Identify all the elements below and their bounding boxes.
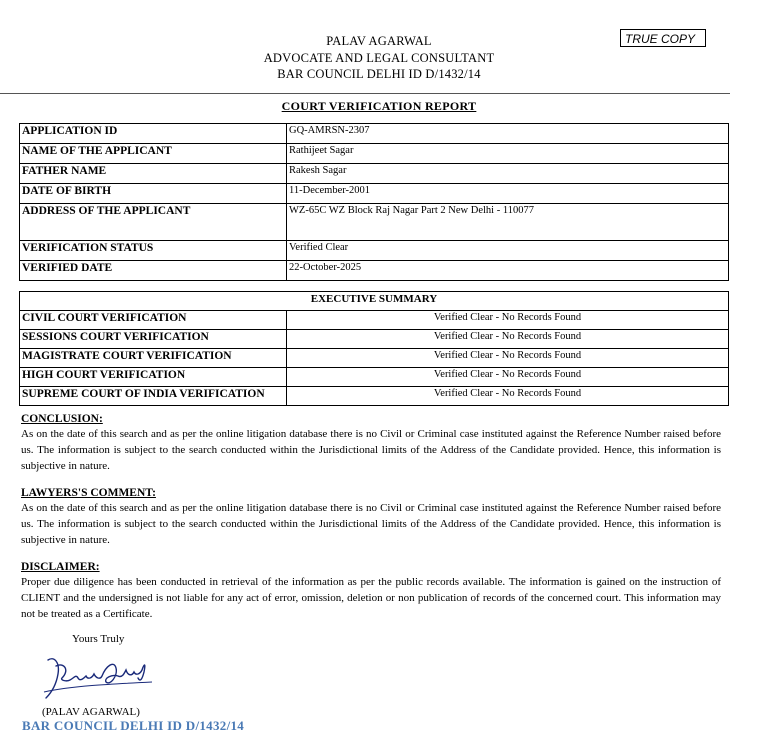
detail-label: NAME OF THE APPLICANT bbox=[20, 144, 287, 164]
table-row bbox=[20, 330, 729, 349]
closing-text: Yours Truly bbox=[72, 633, 125, 645]
detail-value: GQ-AMRSN-2307 bbox=[287, 124, 729, 144]
table-row bbox=[20, 144, 729, 164]
detail-label: VERIFICATION STATUS bbox=[20, 241, 287, 261]
executive-summary-table bbox=[19, 291, 729, 406]
detail-value: Verified Clear bbox=[287, 241, 729, 261]
summary-value: Verified Clear - No Records Found bbox=[287, 349, 729, 368]
advocate-name: PALAV AGARWAL bbox=[326, 34, 432, 48]
summary-label: CIVIL COURT VERIFICATION bbox=[20, 311, 287, 330]
table-row bbox=[20, 164, 729, 184]
signature-image bbox=[40, 652, 160, 704]
disclaimer-section bbox=[21, 560, 721, 622]
advocate-bar-id: BAR COUNCIL DELHI ID D/1432/14 bbox=[277, 67, 481, 81]
summary-value: Verified Clear - No Records Found bbox=[287, 368, 729, 387]
detail-value: Rakesh Sagar bbox=[287, 164, 729, 184]
conclusion-text: As on the date of this search and as per the online litigation database there is no Civil or Criminal case instituted against the Reference Number raised before us. The information is subject to the search conducted within the Jurisdictional limits of the Address of the Candidate provided. Hence, this information is subjective in nature. bbox=[21, 428, 721, 472]
table-row bbox=[20, 387, 729, 406]
lawyers-comment-section bbox=[21, 486, 721, 548]
summary-value: Verified Clear - No Records Found bbox=[287, 330, 729, 349]
detail-label: ADDRESS OF THE APPLICANT bbox=[20, 204, 287, 241]
report-title: COURT VERIFICATION REPORT bbox=[281, 99, 477, 113]
lawyers-comment-text: As on the date of this search and as per the online litigation database there is no Civil or Criminal case instituted against the Reference Number raised before us. The information is subject to the search conducted within the Jurisdictional limits of the Address of the Candidate provided. Hence, this information is subjective in nature. bbox=[21, 502, 721, 546]
advocate-role: ADVOCATE AND LEGAL CONSULTANT bbox=[263, 50, 495, 65]
detail-value: 22-October-2025 bbox=[287, 261, 729, 281]
detail-value: WZ-65C WZ Block Raj Nagar Part 2 New Delhi - 110077 bbox=[287, 204, 729, 241]
lawyers-comment-title: LAWYERS'S COMMENT: bbox=[21, 487, 156, 499]
table-row bbox=[20, 349, 729, 368]
disclaimer-title: DISCLAIMER: bbox=[21, 561, 100, 573]
detail-value: 11-December-2001 bbox=[287, 184, 729, 204]
table-row bbox=[20, 261, 729, 281]
conclusion-section bbox=[21, 412, 721, 474]
summary-heading: EXECUTIVE SUMMARY bbox=[20, 292, 729, 311]
detail-label: APPLICATION ID bbox=[20, 124, 287, 144]
header-divider bbox=[0, 93, 730, 94]
true-copy-stamp: TRUE COPY bbox=[620, 29, 706, 47]
applicant-details-table bbox=[19, 123, 729, 281]
table-row bbox=[20, 292, 729, 311]
disclaimer-text: Proper due diligence has been conducted in retrieval of the information as per the public records available. The information is gained on the instruction of CLIENT and the undersigned is not liable for any act of error, omission, deletion or non publication of records of the concerned court. This information may not be treated as a Certificate. bbox=[21, 576, 721, 620]
table-row bbox=[20, 124, 729, 144]
letterhead bbox=[0, 33, 758, 83]
table-row bbox=[20, 204, 729, 241]
table-row bbox=[20, 311, 729, 330]
table-row bbox=[20, 368, 729, 387]
table-row bbox=[20, 184, 729, 204]
detail-label: FATHER NAME bbox=[20, 164, 287, 184]
summary-label: SUPREME COURT OF INDIA VERIFICATION bbox=[20, 387, 287, 406]
summary-label: HIGH COURT VERIFICATION bbox=[20, 368, 287, 387]
table-row bbox=[20, 241, 729, 261]
detail-label: VERIFIED DATE bbox=[20, 261, 287, 281]
summary-label: MAGISTRATE COURT VERIFICATION bbox=[20, 349, 287, 368]
conclusion-title: CONCLUSION: bbox=[21, 413, 103, 425]
detail-value: Rathijeet Sagar bbox=[287, 144, 729, 164]
summary-value: Verified Clear - No Records Found bbox=[287, 311, 729, 330]
signatory-bar-id: BAR COUNCIL DELHI ID D/1432/14 bbox=[22, 718, 245, 733]
summary-value: Verified Clear - No Records Found bbox=[287, 387, 729, 406]
summary-label: SESSIONS COURT VERIFICATION bbox=[20, 330, 287, 349]
detail-label: DATE OF BIRTH bbox=[20, 184, 287, 204]
signatory-name: (PALAV AGARWAL) bbox=[42, 706, 140, 718]
